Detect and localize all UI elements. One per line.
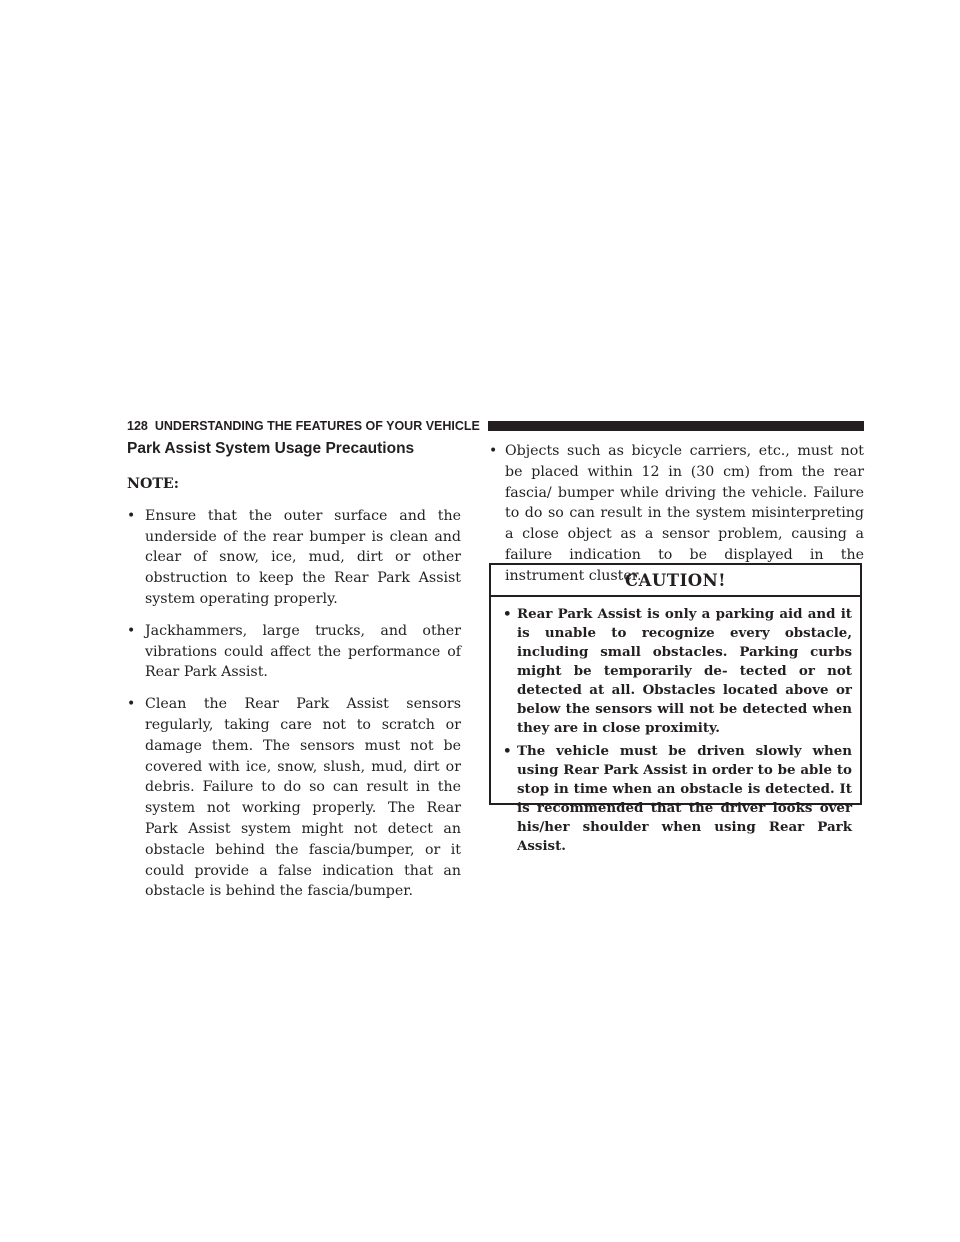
list-item-text: Ensure that the outer surface and the underside of the rear bumper is clean and clear of snow, ice, mud, dirt or other obstruction to keep the Rear Park Assist system operating properly. (145, 507, 461, 607)
caution-body (491, 597, 860, 856)
page-number: 128 (127, 419, 148, 433)
bullet-icon: • (503, 606, 512, 622)
list-item (127, 694, 461, 902)
bullet-icon: • (127, 507, 136, 524)
note-label: NOTE: (127, 476, 179, 492)
caution-item (503, 605, 852, 738)
header-rule (488, 421, 864, 431)
bullet-icon: • (489, 443, 498, 459)
bullet-icon: • (127, 696, 136, 713)
caution-item (503, 742, 852, 856)
caution-item-text: The vehicle must be driven slowly when using Rear Park Assist in order to be able to stop in time when an obstacle is detected. It is recommended that the driver looks over his/her shoulder when using Rear Park Assist. (517, 743, 852, 854)
header-section-title: UNDERSTANDING THE FEATURES OF YOUR VEHICLE (154, 419, 480, 433)
list-item-text: Objects such as bicycle carriers, etc., must not be placed within 12 in (30 cm) from the rear fascia/ bumper while driving the vehicle. Failure to do so can result in the system misinterpreting a close object as a sensor problem, causing a failure indication to be displayed in the instrument cluster. (505, 443, 864, 584)
page-header (127, 418, 864, 434)
list-item-text: Jackhammers, large trucks, and other vibrations could affect the performance of Rear Park Assist. (145, 622, 461, 681)
bullet-icon: • (127, 622, 136, 639)
left-column (127, 474, 461, 913)
caution-item-text: Rear Park Assist is only a parking aid and it is unable to recognize every obstacle, including small obstacles. Parking curbs might be temporarily de- tected or not detected at all. Obstacles located above or below the sensors will not be detected when they are in close proximity. (517, 606, 852, 736)
list-item (127, 621, 461, 683)
section-title: Park Assist System Usage Precautions (127, 440, 415, 457)
caution-box (489, 563, 862, 854)
list-item-text: Clean the Rear Park Assist sensors regularly, taking care not to scratch or damage them. The sensors must not be covered with ice, snow, slush, mud, dirt or debris. Failure to do so can result in the system not working properly. The Rear Park Assist system might not detect an obstacle behind the fascia/bumper, or it could provide a false indication that an obstacle is behind the fascia/bumper. (145, 696, 461, 900)
list-item (127, 506, 461, 610)
caution-title-bar (491, 565, 860, 597)
caution-title: CAUTION! (624, 570, 727, 590)
bullet-icon: • (503, 743, 512, 759)
